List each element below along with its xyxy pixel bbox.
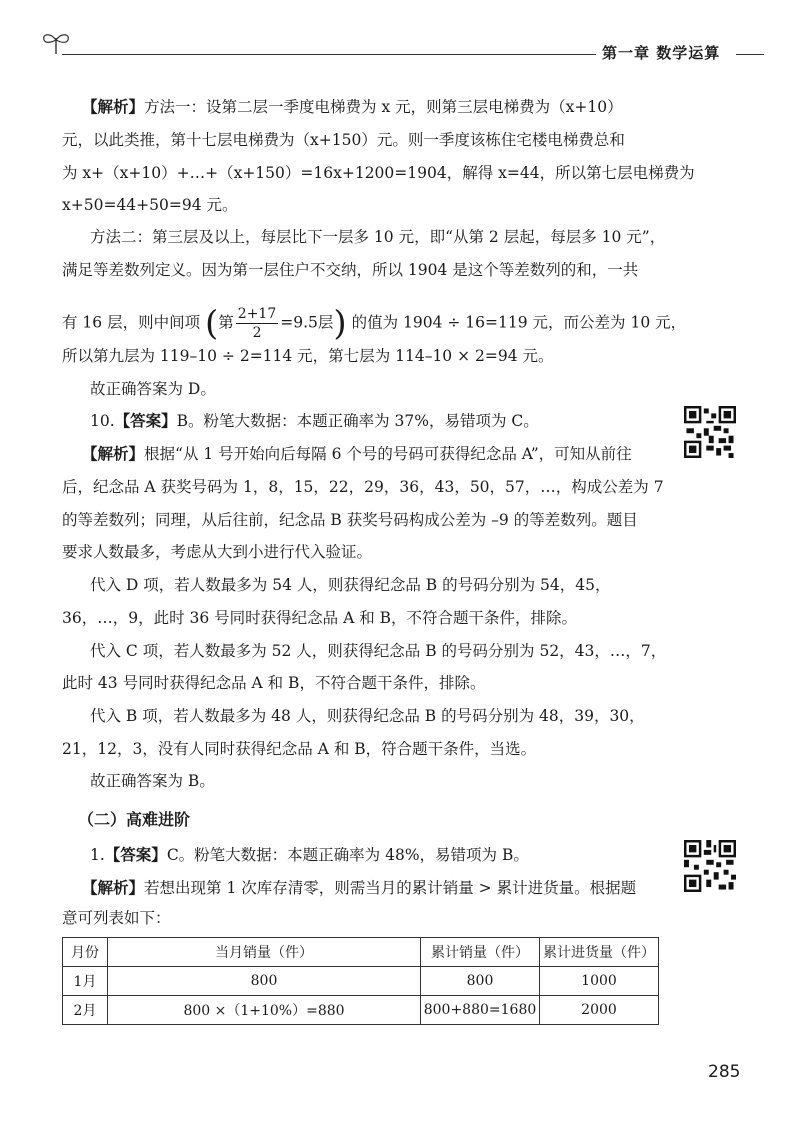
fraction: $\frac{2+17}{2}$ — [237, 306, 277, 341]
table-cell: 800 — [108, 967, 421, 996]
chapter-title: 第一章 数学运算 — [596, 42, 726, 63]
paragraph-line: 此时 43 号同时获得纪念品 A 和 B，不符合题干条件，排除。 — [62, 674, 486, 692]
table-cell: 2000 — [540, 996, 659, 1025]
qr-code-icon[interactable] — [684, 406, 736, 458]
sprout-icon — [40, 28, 72, 56]
paragraph-line: 所以第九层为 119–10 ÷ 2=114 元，第七层为 114–10 × 2=94 元。 — [62, 347, 554, 365]
header-rule-right — [736, 54, 764, 55]
paragraph-line: 为 x+（x+10）+…+（x+150）=16x+1200=1904，解得 x=44，所以第七层电梯费为 — [62, 164, 695, 182]
page-number: 285 — [708, 1062, 741, 1082]
table-cell: 800 ×（1+10%）=880 — [108, 996, 421, 1025]
table-header-cell: 月份 — [63, 938, 108, 967]
table-row — [63, 996, 659, 1025]
answer-line: 1.【答案】C。粉笔大数据：本题正确率为 48%，易错项为 B。 — [90, 846, 529, 864]
table-cell: 2月 — [63, 996, 108, 1025]
paragraph-line: 【解析】若想出现第 1 次库存清零，则需当月的累计销量 > 累计进货量。根据题 — [82, 879, 637, 897]
data-table — [62, 937, 659, 1025]
qr-code-icon[interactable] — [684, 840, 736, 892]
paragraph-line: 36，…，9，此时 36 号同时获得纪念品 A 和 B，不符合题干条件，排除。 — [62, 609, 578, 627]
paragraph-line-formula: 有 16 层，则中间项 (第 $\frac{2+17}{2}$ =9.5层) 的值为 1904 ÷ 16=119 元，而公差为 10 元， — [62, 303, 687, 344]
table-row — [63, 967, 659, 996]
section-heading: （二）高难进阶 — [78, 810, 191, 829]
analysis-tag: 【解析】 — [82, 879, 145, 897]
paragraph-line: 元，以此类推，第十七层电梯费为（x+150）元。则一季度该栋住宅楼电梯费总和 — [62, 131, 625, 149]
paragraph-line: 意可列表如下： — [62, 909, 171, 927]
table-cell: 1000 — [540, 967, 659, 996]
paragraph-line: 的等差数列；同理，从后往前，纪念品 B 获奖号码构成公差为 –9 的等差数列。题目 — [62, 511, 638, 529]
paragraph-line: 21，12，3，没有人同时获得纪念品 A 和 B，符合题干条件，当选。 — [62, 740, 537, 758]
paragraph-line: 代入 D 项，若人数最多为 54 人，则获得纪念品 B 的号码分别为 54，45， — [90, 576, 611, 594]
paragraph-line: 故正确答案为 D。 — [90, 380, 216, 398]
paragraph-line: 【解析】方法一：设第二层一季度电梯费为 x 元，则第三层电梯费为（x+10） — [82, 98, 623, 116]
answer-line: 10.【答案】B。粉笔大数据：本题正确率为 37%，易错项为 C。 — [90, 412, 539, 430]
paragraph-line: 【解析】根据“从 1 号开始向后每隔 6 个号的号码可获得纪念品 A”，可知从前往 — [82, 445, 632, 463]
table-header-cell: 累计销量（件） — [421, 938, 540, 967]
table-header-cell: 累计进货量（件） — [540, 938, 659, 967]
paragraph-line: 要求人数最多，考虑从大到小进行代入验证。 — [62, 543, 373, 561]
table-header-row — [63, 938, 659, 967]
paragraph-line: 方法二：第三层及以上，每层比下一层多 10 元，即“从第 2 层起，每层多 10 元”， — [90, 228, 666, 246]
paragraph-line: 后，纪念品 A 获奖号码为 1，8，15，22，29，36，43，50，57，…，构成公差为 7 — [62, 478, 664, 496]
header-rule — [62, 54, 662, 55]
paragraph-line: 代入 C 项，若人数最多为 52 人，则获得纪念品 B 的号码分别为 52，43，…，7， — [90, 642, 667, 660]
table-cell: 800 — [421, 967, 540, 996]
paragraph-line: x+50=44+50=94 元。 — [62, 196, 238, 214]
analysis-tag: 【解析】 — [82, 445, 145, 463]
table-header-cell: 当月销量（件） — [108, 938, 421, 967]
paragraph-line: 故正确答案为 B。 — [90, 772, 215, 790]
paragraph-line: 代入 B 项，若人数最多为 48 人，则获得纪念品 B 的号码分别为 48，39，30， — [90, 707, 645, 725]
answer-tag: 【答案】 — [104, 846, 167, 864]
table-cell: 800+880=1680 — [421, 996, 540, 1025]
paragraph-line: 满足等差数列定义。因为第一层住户不交纳，所以 1904 是这个等差数列的和，一共 — [62, 261, 639, 279]
answer-tag: 【答案】 — [114, 412, 177, 430]
analysis-tag: 【解析】 — [82, 98, 145, 116]
table-cell: 1月 — [63, 967, 108, 996]
